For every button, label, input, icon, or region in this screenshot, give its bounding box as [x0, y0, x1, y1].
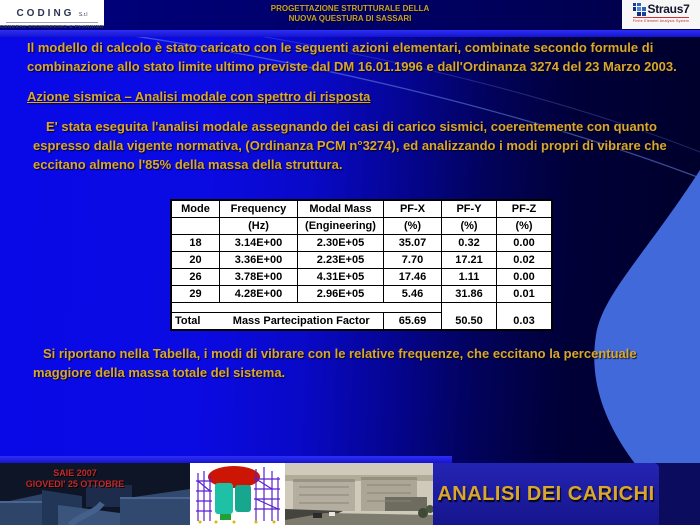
- intro-paragraph: Il modello di calcolo è stato caricato con le seguenti azioni elementari, combinate secondo formule di combinazione allo stato limite ultimo previste dal DM 16.01.1996 e dall'Ordinanza 3274 del 23 Marzo 2003.: [27, 40, 677, 74]
- cell: 2.23E+05: [298, 252, 384, 269]
- slide-title-panel: [433, 463, 659, 525]
- questura-photo-image: [285, 463, 433, 525]
- event-caption: [8, 468, 142, 490]
- cell: 3.14E+00: [220, 235, 298, 252]
- col-header-pfz: PF-Z: [497, 200, 553, 218]
- fem-model-image: [190, 463, 285, 525]
- event-line-1: SAIE 2007: [53, 468, 97, 478]
- summary-paragraph: Si riportano nella Tabella, i modi di vibrare con le relative frequenze, che eccitano la percentuale maggiore della massa totale del sistema.: [33, 346, 637, 380]
- cell: 0.01: [497, 286, 553, 303]
- unit-cell: (%): [384, 218, 442, 235]
- cell: 1.11: [442, 269, 497, 286]
- col-header-frequency: Frequency: [220, 200, 298, 218]
- cell: 5.46: [384, 286, 442, 303]
- header-band: [0, 0, 700, 30]
- table-row: [171, 252, 552, 269]
- straus7-logo-name: Straus7: [647, 2, 690, 16]
- straus7-logo-row: [633, 2, 690, 16]
- cell: 3.36E+00: [220, 252, 298, 269]
- building-render-figure: [0, 463, 190, 525]
- cell: 18: [171, 235, 220, 252]
- slide-title: ANALISI DEI CARICHI: [437, 482, 655, 505]
- table-total-row: [171, 313, 552, 331]
- banner-line-2: NUOVA QUESTURA DI SASSARI: [288, 14, 412, 23]
- slide-banner-title: [150, 4, 550, 24]
- table-header-row: [171, 200, 552, 218]
- table-row: [171, 269, 552, 286]
- cell: 2.30E+05: [298, 235, 384, 252]
- cell: 0.02: [497, 252, 553, 269]
- footer-band: [0, 463, 700, 525]
- event-line-2: GIOVEDI' 25 OTTOBRE: [25, 479, 125, 489]
- straus7-logo-tagline: Finite Element Analysis System: [632, 19, 690, 23]
- coding-logo: [0, 0, 104, 29]
- cell: 17.21: [442, 252, 497, 269]
- questura-photo-figure: [285, 463, 433, 525]
- table-row: [171, 235, 552, 252]
- unit-cell: (%): [442, 218, 497, 235]
- cell: 7.70: [384, 252, 442, 269]
- cell: 4.31E+05: [298, 269, 384, 286]
- banner-line-1: PROGETTAZIONE STRUTTURALE DELLA: [270, 4, 430, 13]
- unit-cell: [171, 218, 220, 235]
- col-header-modal-mass: Modal Mass: [298, 200, 384, 218]
- cell: 0.32: [442, 235, 497, 252]
- cell: 29: [171, 286, 220, 303]
- col-header-mode: Mode: [171, 200, 220, 218]
- straus7-logo: [622, 0, 700, 29]
- coding-logo-rule: [6, 22, 98, 23]
- table-spacer-row: [171, 303, 552, 313]
- cell: 4.28E+00: [220, 286, 298, 303]
- unit-cell: (Engineering): [298, 218, 384, 235]
- table-units-row: [171, 218, 552, 235]
- cell: 35.07: [384, 235, 442, 252]
- straus7-logo-icon: [633, 3, 646, 16]
- cell: 0.00: [497, 269, 553, 286]
- total-pfz: 0.03: [497, 313, 553, 331]
- fem-model-figure: [190, 463, 285, 525]
- coding-logo-tagline: GENERAL ENGINEERING & PLANNING: [0, 24, 104, 29]
- total-pfx: 65.69: [384, 313, 442, 331]
- cell: 3.78E+00: [220, 269, 298, 286]
- cell: 2.96E+05: [298, 286, 384, 303]
- spacer-cell: [171, 303, 442, 313]
- top-divider-bar: [0, 30, 700, 37]
- modal-results-table: [170, 199, 553, 331]
- modal-analysis-paragraph: E' stata eseguita l'analisi modale assegnando dei casi di carico sismici, coerentemente con quanto espresso dalla vigente normativa, (Ordinanza PCM n°3274), ed analizzando i modi propri di vibrare che eccitano almeno l'85% della massa della struttura.: [33, 119, 667, 172]
- cell: 0.00: [497, 235, 553, 252]
- spacer-cell: [497, 303, 553, 313]
- spacer-cell: [442, 303, 497, 313]
- total-label: Total: [171, 313, 220, 331]
- cell: 31.86: [442, 286, 497, 303]
- unit-cell: (%): [497, 218, 553, 235]
- col-header-pfx: PF-X: [384, 200, 442, 218]
- cell: 20: [171, 252, 220, 269]
- total-pfy: 50.50: [442, 313, 497, 331]
- bottom-divider-bar: [0, 456, 452, 463]
- section-heading: Azione sismica – Analisi modale con spettro di risposta: [27, 89, 371, 104]
- coding-logo-name: CODING S.r.l: [16, 8, 88, 19]
- cell: 17.46: [384, 269, 442, 286]
- col-header-pfy: PF-Y: [442, 200, 497, 218]
- total-description: Mass Partecipation Factor: [220, 313, 384, 331]
- footer-right-area: [433, 463, 700, 525]
- cell: 26: [171, 269, 220, 286]
- unit-cell: (Hz): [220, 218, 298, 235]
- table-row: [171, 286, 552, 303]
